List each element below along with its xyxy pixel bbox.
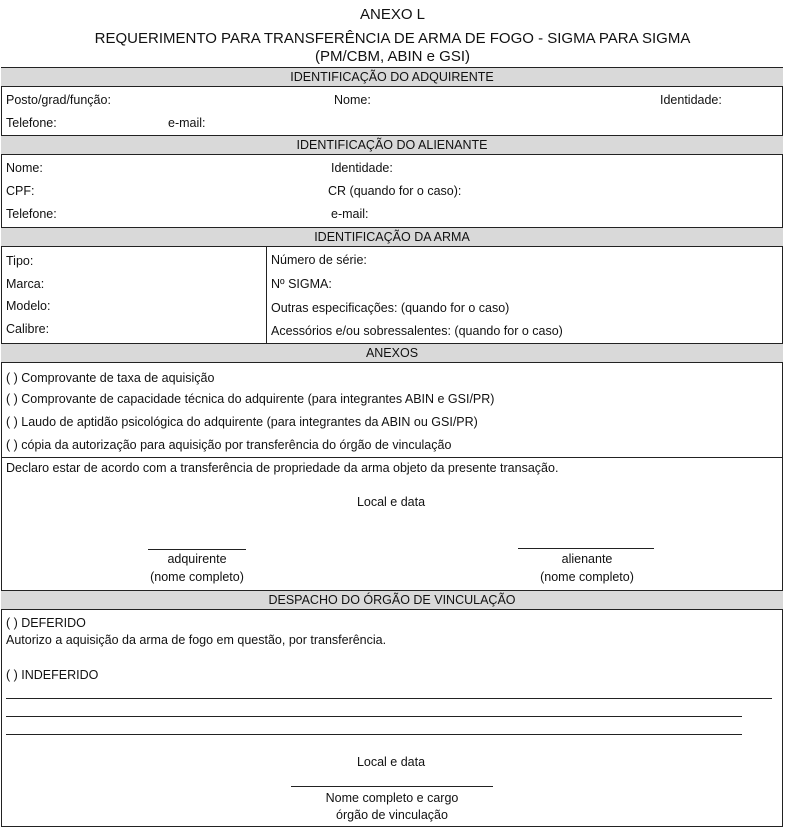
despacho-assinatura-2: órgão de vinculação	[336, 808, 448, 822]
section-heading-alienante: IDENTIFICAÇÃO DO ALIENANTE	[1, 135, 783, 155]
field-email-alienante: e-mail:	[331, 207, 369, 221]
section-heading-despacho: DESPACHO DO ÓRGÃO DE VINCULAÇÃO	[1, 590, 783, 610]
field-posto: Posto/grad/função:	[6, 93, 111, 107]
field-tipo: Tipo:	[6, 254, 34, 268]
despacho-line-1	[6, 698, 772, 699]
field-identidade-alienante: Identidade:	[331, 161, 393, 175]
annex-label: ANEXO L	[359, 6, 426, 23]
field-cr: CR (quando for o caso):	[328, 184, 462, 198]
field-cpf: CPF:	[6, 184, 35, 198]
section-heading-arma: IDENTIFICAÇÃO DA ARMA	[1, 227, 783, 247]
despacho-assinatura-1: Nome completo e cargo	[325, 791, 459, 805]
despacho-autorizo: Autorizo a aquisição da arma de fogo em questão, por transferência.	[6, 633, 387, 647]
field-email-adquirente: e-mail:	[168, 116, 206, 130]
outer-border-right	[782, 67, 783, 827]
document-title: REQUERIMENTO PARA TRANSFERÊNCIA DE ARMA DE FOGO - SIGMA PARA SIGMA	[94, 30, 691, 47]
section-heading-adquirente: IDENTIFICAÇÃO DO ADQUIRENTE	[1, 67, 783, 87]
declaracao-text: Declaro estar de acordo com a transferência de propriedade da arma objeto da presente transação.	[6, 461, 559, 475]
anexo-item-3: ( ) Laudo de aptidão psicológica do adquirente (para integrantes da ABIN ou GSI/PR)	[6, 415, 478, 429]
document-subtitle: (PM/CBM, ABIN e GSI)	[314, 48, 471, 65]
field-numero-serie: Número de série:	[271, 253, 367, 267]
field-nome-adquirente: Nome:	[334, 93, 371, 107]
field-identidade-adquirente: Identidade:	[660, 93, 722, 107]
field-telefone-adquirente: Telefone:	[6, 116, 57, 130]
anexo-item-1: ( ) Comprovante de taxa de aquisição	[6, 371, 215, 385]
field-modelo: Modelo:	[6, 299, 51, 313]
signature-line-alienante	[518, 548, 654, 549]
signature-label-alienante: alienante	[561, 552, 613, 566]
field-nome-alienante: Nome:	[6, 161, 43, 175]
outer-border-left	[1, 67, 2, 827]
signature-line-adquirente	[148, 549, 246, 550]
despacho-indeferido: ( ) INDEFERIDO	[6, 668, 99, 682]
section-heading-anexos: ANEXOS	[1, 343, 783, 363]
despacho-local-data: Local e data	[356, 755, 426, 769]
signature-sub-adquirente: (nome completo)	[150, 570, 244, 584]
outer-border-bottom	[1, 826, 783, 827]
despacho-line-2	[6, 716, 742, 717]
field-marca: Marca:	[6, 277, 45, 291]
declaracao-local-data: Local e data	[356, 495, 426, 509]
field-telefone-alienante: Telefone:	[6, 207, 57, 221]
divider-anexos	[1, 457, 783, 458]
signature-sub-alienante: (nome completo)	[540, 570, 634, 584]
arma-column-divider	[266, 247, 267, 343]
despacho-line-3	[6, 734, 742, 735]
field-calibre: Calibre:	[6, 322, 50, 336]
despacho-deferido: ( ) DEFERIDO	[6, 616, 86, 630]
anexo-item-4: ( ) cópia da autorização para aquisição por transferência do órgão de vinculação	[6, 438, 452, 452]
field-sigma: Nº SIGMA:	[271, 277, 332, 291]
signature-line-despacho	[291, 786, 493, 787]
field-outras: Outras especificações: (quando for o caso)	[271, 301, 510, 315]
field-acessorios: Acessórios e/ou sobressalentes: (quando for o caso)	[271, 324, 563, 338]
signature-label-adquirente: adquirente	[167, 552, 227, 566]
anexo-item-2: ( ) Comprovante de capacidade técnica do adquirente (para integrantes ABIN e GSI/PR)	[6, 392, 495, 406]
